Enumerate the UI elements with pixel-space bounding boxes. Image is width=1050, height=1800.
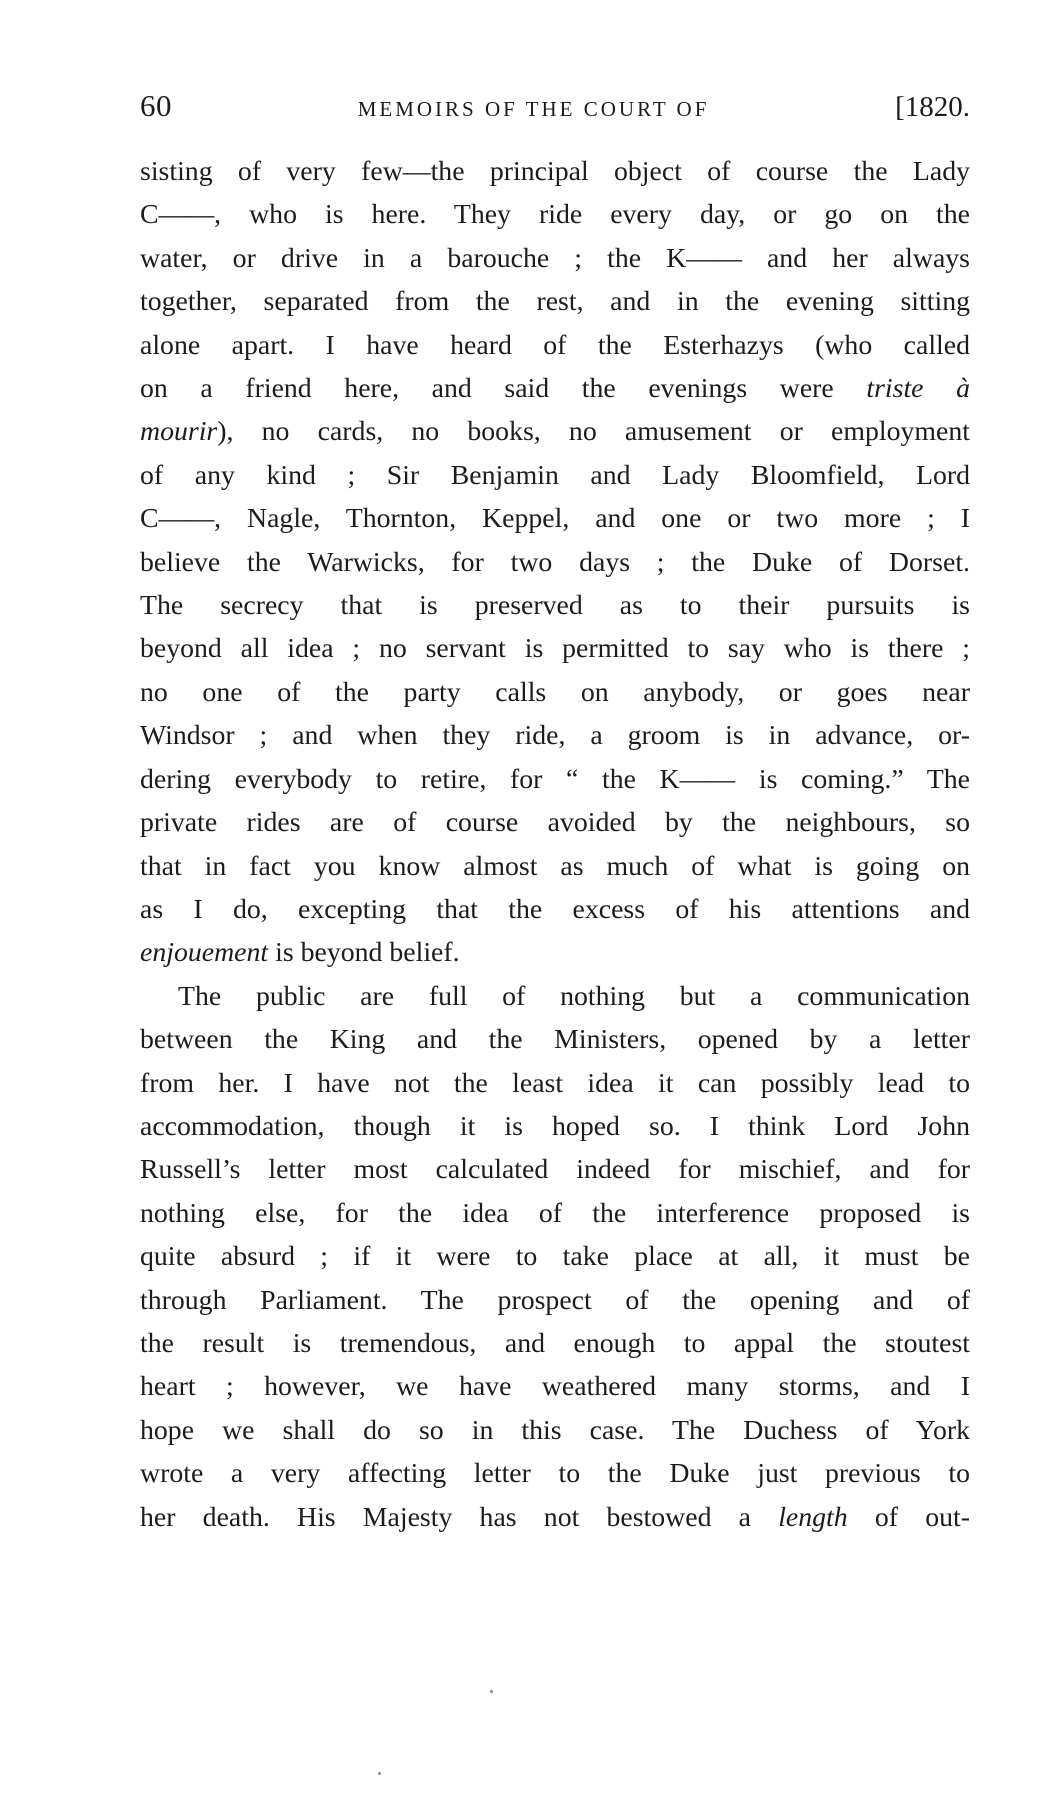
italic-phrase: triste à xyxy=(866,373,970,405)
paper-speck xyxy=(378,1772,381,1775)
body-text xyxy=(140,150,970,1539)
text-line xyxy=(140,410,970,453)
text-line: quite absurd ; if it were to take place at all, it must be xyxy=(140,1241,970,1273)
text-segment: her death. His Majesty has not bestowed a xyxy=(140,1501,779,1533)
text-line: Windsor ; and when they ride, a groom is in advance, or- xyxy=(140,720,970,752)
text-line: hope we shall do so in this case. The Duchess of York xyxy=(140,1414,970,1446)
text-line: that in fact you know almost as much of what is going on xyxy=(140,850,970,882)
page-number: 60 xyxy=(140,88,172,123)
text-segment: is beyond belief. xyxy=(268,937,460,969)
text-line: alone apart. I have heard of the Esterhazys (who called xyxy=(140,329,970,361)
text-line: nothing else, for the idea of the interference proposed is xyxy=(140,1197,970,1229)
text-line: from her. I have not the least idea it can possibly lead to xyxy=(140,1067,970,1099)
text-line xyxy=(140,931,970,974)
paragraph-2 xyxy=(140,975,970,1539)
text-line xyxy=(140,1496,970,1539)
text-line: Russell’s letter most calculated indeed for mischief, and for xyxy=(140,1154,970,1186)
text-line: heart ; however, we have weathered many storms, and I xyxy=(140,1371,970,1403)
text-line: wrote a very affecting letter to the Duke just previous to xyxy=(140,1458,970,1490)
text-line: The secrecy that is preserved as to their pursuits is xyxy=(140,590,970,622)
italic-phrase: mourir xyxy=(140,416,218,448)
text-line: beyond all idea ; no servant is permitted to say who is there ; xyxy=(140,633,970,665)
running-head xyxy=(140,88,970,132)
text-line: the result is tremendous, and enough to appal the stoutest xyxy=(140,1327,970,1359)
italic-phrase: length xyxy=(778,1501,848,1533)
text-line: through Parliament. The prospect of the opening and of xyxy=(140,1284,970,1316)
text-line: C——, Nagle, Thornton, Keppel, and one or two more ; I xyxy=(140,503,970,535)
text-segment: ), no cards, no books, no amusement or employment xyxy=(217,416,970,448)
text-line: water, or drive in a barouche ; the K—— and her always xyxy=(140,242,970,274)
text-line: no one of the party calls on anybody, or goes near xyxy=(140,676,970,708)
text-line: between the King and the Ministers, opened by a letter xyxy=(140,1024,970,1056)
running-title: MEMOIRS OF THE COURT OF xyxy=(357,97,710,121)
text-line: believe the Warwicks, for two days ; the Duke of Dorset. xyxy=(140,546,970,578)
italic-phrase: enjouement xyxy=(140,937,269,969)
text-line: as I do, excepting that the excess of his attentions and xyxy=(140,893,970,925)
text-line xyxy=(140,367,970,410)
text-segment: of out- xyxy=(847,1501,970,1533)
text-line: accommodation, though it is hoped so. I think Lord John xyxy=(140,1110,970,1142)
book-page xyxy=(140,88,970,1539)
text-line: of any kind ; Sir Benjamin and Lady Bloomfield, Lord xyxy=(140,459,970,491)
text-line: private rides are of course avoided by the neighbours, so xyxy=(140,807,970,839)
paper-speck xyxy=(490,1690,493,1693)
text-segment: on a friend here, and said the evenings were xyxy=(140,373,867,405)
running-year: [1820. xyxy=(895,91,970,123)
text-line: C——, who is here. They ride every day, or go on the xyxy=(140,199,970,231)
text-line: dering everybody to retire, for “ the K—— is coming.” The xyxy=(140,763,970,795)
text-line: The public are full of nothing but a communication xyxy=(178,980,970,1012)
paragraph-1 xyxy=(140,150,970,975)
text-line: sisting of very few—the principal object of course the Lady xyxy=(140,156,970,187)
text-line: together, separated from the rest, and in the evening sitting xyxy=(140,286,970,318)
